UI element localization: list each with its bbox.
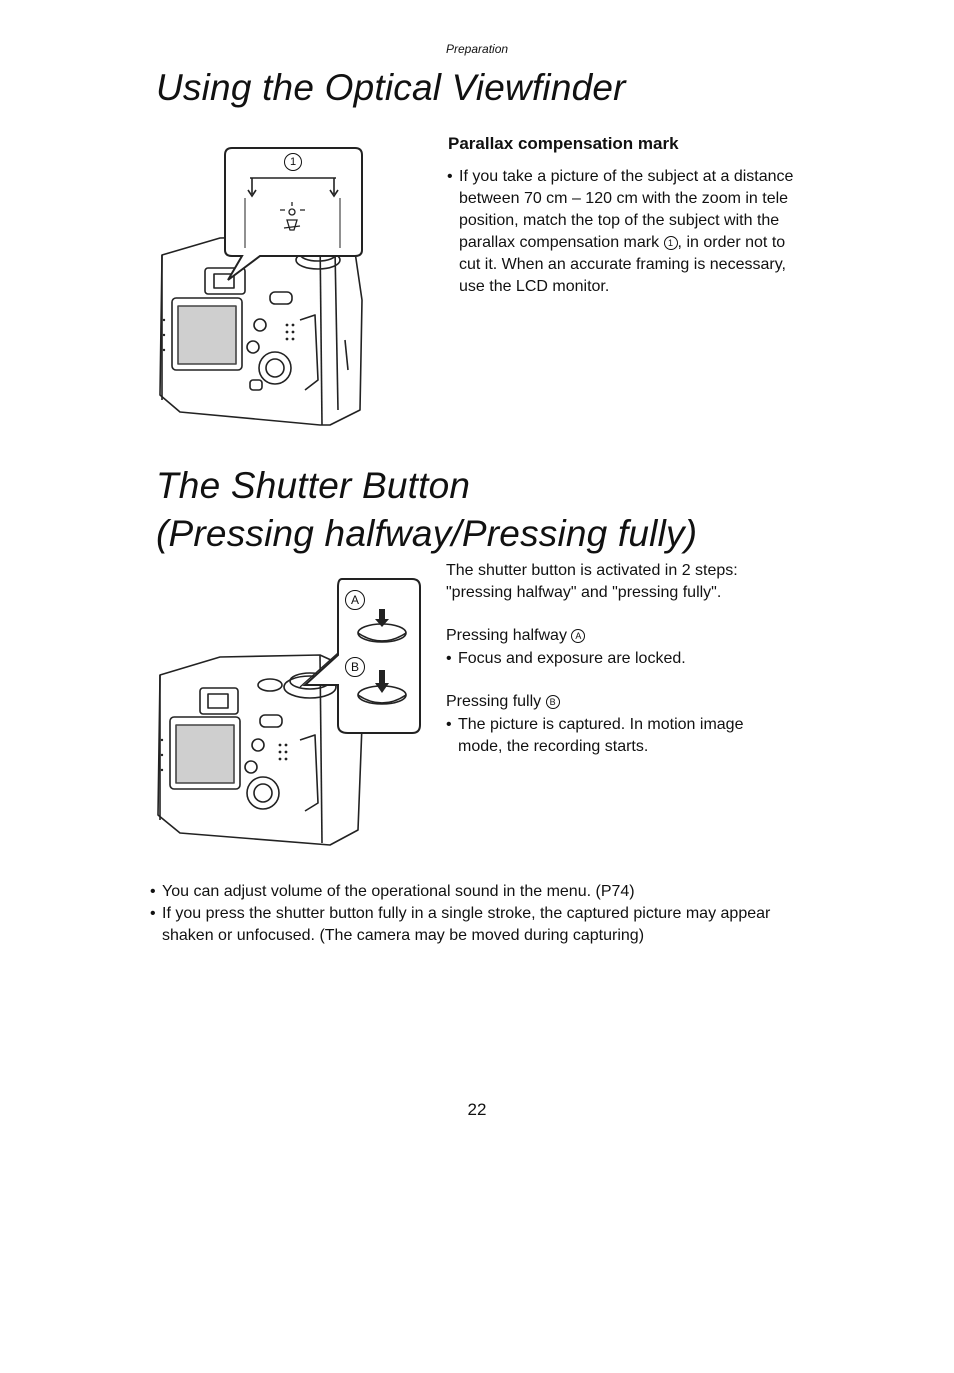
shutter-intro: The shutter button is activated in 2 steps: "pressing halfway" and "pressing fully". — [446, 562, 738, 601]
notes-list: • You can adjust volume of the operational sound in the menu. (P74) • If you press the shutter button fully in a single stroke, the captured picture may appear shaken or unfocused. (The camera may be moved during capturing) — [150, 881, 790, 947]
halfway-bullet: • Focus and exposure are locked. — [446, 648, 786, 670]
callout-letter-a: A — [345, 590, 365, 610]
fully-label: Pressing fully — [446, 693, 542, 710]
camera-shutter-illustration — [150, 575, 430, 850]
page-number: 22 — [467, 1100, 487, 1119]
parallax-bullet-pre: If you take a picture of the subject at a distance between 70 cm – 120 cm with the zoom in tele position, match the top of the subject with the parallax compensation mark — [459, 168, 794, 251]
fully-label-line — [446, 691, 786, 713]
camera-viewfinder-illustration — [150, 140, 375, 430]
title-shutter-button-line2: (Pressing halfway/Pressing fully) — [156, 513, 698, 554]
fully-bullet: • The picture is captured. In motion image mode, the recording starts. — [446, 714, 786, 758]
parallax-paragraph: • If you take a picture of the subject at a distance between 70 cm – 120 cm with the zoom in tele position, match the top of the subject with the parallax compensation mark 1 , in order not to cut it. When an accurate framing is necessary, use the LCD monitor. — [447, 168, 794, 295]
mark-b-icon: B — [546, 695, 560, 709]
callout-letter-b: B — [345, 657, 365, 677]
halfway-label: Pressing halfway — [446, 627, 567, 644]
note-item: If you press the shutter button fully in a single stroke, the captured picture may appear shaken or unfocused. (The camera may be moved during capturing) — [162, 905, 771, 944]
callout-number-1: 1 — [284, 153, 302, 171]
section-label: Preparation — [446, 42, 509, 56]
fully-bullet-text: The picture is captured. In motion image mode, the recording starts. — [458, 716, 744, 755]
page-title-optical-viewfinder: Using the Optical Viewfinder — [156, 67, 626, 108]
halfway-bullet-text: Focus and exposure are locked. — [458, 650, 686, 667]
mark-a-icon: A — [571, 629, 585, 643]
note-item: You can adjust volume of the operational sound in the menu. (P74) — [162, 883, 635, 900]
subheading-parallax: Parallax compensation mark — [448, 134, 679, 153]
parallax-bullet-post: , in order not to cut it. When an accurate framing is necessary, use the LCD monitor. — [459, 234, 786, 295]
title-shutter-button-line1: The Shutter Button — [156, 465, 471, 506]
halfway-label-line — [446, 625, 786, 647]
mark-1-icon: 1 — [664, 236, 678, 250]
